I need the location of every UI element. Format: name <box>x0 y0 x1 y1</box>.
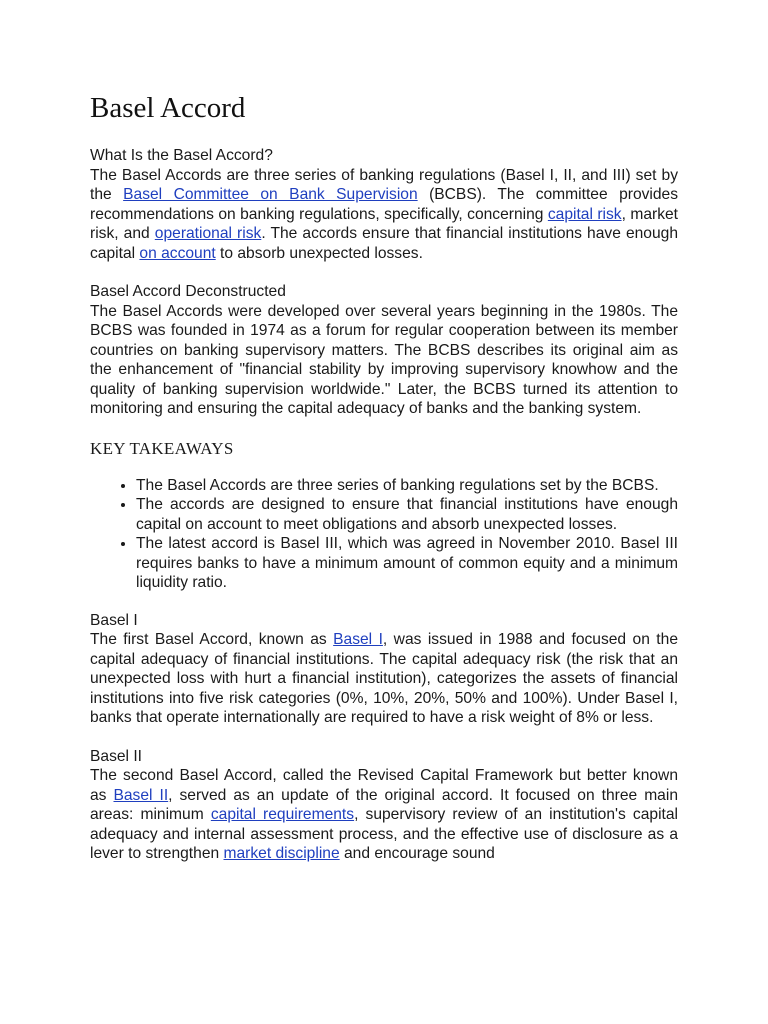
deconstructed-paragraph: The Basel Accords were developed over several years beginning in the 1980s. The BCBS was founded in 1974 as a forum for regular cooperation between its member countries on banking supervisory matters. The BCBS describes its original aim as the enhancement of "financial stability by improving supervisory knowhow and the quality of banking supervision worldwide." Later, the BCBS turned its attention to monitoring and ensuring the capital adequacy of banks and the banking system. <box>90 302 678 417</box>
takeaway-item: • The latest accord is Basel III, which was agreed in November 2010. Basel III requires banks to have a minimum amount of common equity and a minimum liquidity ratio. <box>136 534 678 593</box>
market-discipline-link[interactable]: market discipline <box>223 845 340 862</box>
intro-paragraph <box>90 166 678 264</box>
intro-heading: What Is the Basel Accord? <box>90 147 273 164</box>
basel1-text-2: , was issued in 1988 and focused on the capital adequacy of financial institutions. The capital adequacy risk (the risk that an unexpected loss with hurt a financial institution), categorizes the assets of financial institutions into five risk categories (0%, 10%, 20%, 50% and 100%). Under Basel I, banks that operate internationally are required to have a risk weight of 8% or less. <box>90 631 678 726</box>
page-title: Basel Accord <box>90 92 246 124</box>
intro-text-2: (BCBS). The committee provides recommendations on banking regulations, specifically, concerning <box>90 186 679 223</box>
on-account-link[interactable]: on account <box>139 244 216 262</box>
intro-text-3: , market risk, and <box>90 205 678 242</box>
intro-text-4: . The accords ensure that financial institutions have enough capital <box>90 225 678 262</box>
intro-text-1: The Basel Accords are three series of banking regulations (Basel I, II, and III) set by the <box>90 166 678 203</box>
takeaway-item: • The accords are designed to ensure that financial institutions have enough capital on account to meet obligations and absorb unexpected losses. <box>136 495 678 534</box>
key-takeaways-heading: KEY TAKEAWAYS <box>90 438 234 458</box>
basel-ii-link[interactable]: Basel II <box>113 786 169 804</box>
capital-risk-link[interactable]: capital risk <box>547 205 622 223</box>
deconstructed-section <box>90 282 678 419</box>
intro-text-5: to absorb unexpected losses. <box>215 244 423 262</box>
basel2-text-2: , served as an update of the original accord. It focused on three main areas: minimum <box>90 786 678 823</box>
basel2-text-1: The second Basel Accord, called the Revised Capital Framework but better known as <box>90 767 678 804</box>
basel2-text-3: , supervisory review of an institution's capital adequacy and internal assessment process, and the effective use of disclosure as a lever to strengthen <box>90 806 679 862</box>
basel1-section <box>90 611 678 728</box>
operational-risk-link[interactable]: operational risk <box>154 225 262 242</box>
basel2-heading: Basel II <box>90 747 143 765</box>
bcbs-link[interactable]: Basel Committee on Bank Supervision <box>123 186 418 203</box>
capital-requirements-link[interactable]: capital requirements <box>210 806 355 823</box>
basel2-section <box>90 747 678 864</box>
takeaway-item: • The Basel Accords are three series of banking regulations set by the BCBS. <box>136 476 678 496</box>
basel1-text-1: The first Basel Accord, known as <box>90 631 334 648</box>
key-takeaways-list <box>90 476 678 593</box>
intro-section <box>90 146 678 263</box>
basel1-heading: Basel I <box>90 611 138 629</box>
document-page <box>90 90 678 883</box>
basel1-paragraph <box>90 630 678 728</box>
basel2-text-4: and encourage sound <box>339 845 495 862</box>
deconstructed-heading: Basel Accord Deconstructed <box>90 283 286 300</box>
basel-i-link[interactable]: Basel I <box>333 631 383 648</box>
basel2-paragraph <box>90 766 678 864</box>
